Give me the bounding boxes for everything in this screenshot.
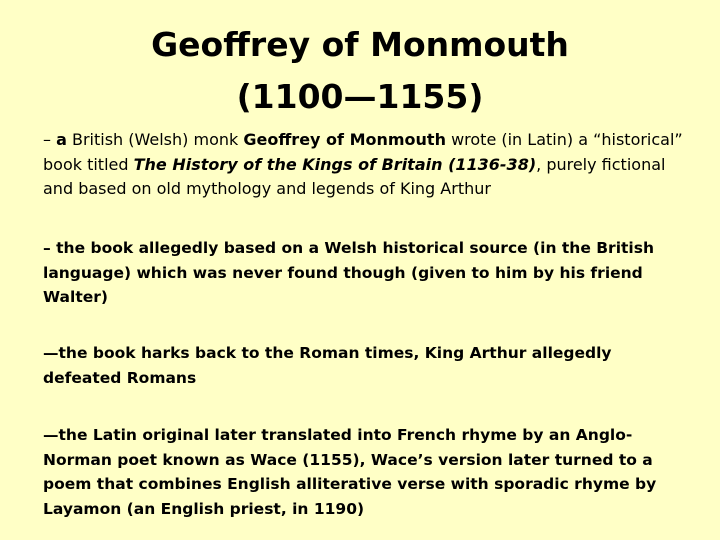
para1-text-3: , purely fictional and based on old mythology and legends of King Arthur <box>43 154 666 198</box>
para1-dash: – <box>43 130 51 149</box>
paragraph-wace-layamon: —the Latin original later translated into French rhyme by an Anglo-Norman poet known as Wace (1155), Wace’s version later turned to a poem that combines English alliterative verse with sporadic rhyme by Layamon (an English priest, in 1190) <box>43 426 657 518</box>
para1-article: a <box>56 130 67 149</box>
para1-text-2: wrote (in Latin) a “historical” book titled <box>43 130 683 174</box>
paragraph-roman-times: —the book harks back to the Roman times, King Arthur allegedly defeated Romans <box>43 344 612 387</box>
para1-author-name: Geoffrey of Monmouth <box>243 130 446 149</box>
para1-text-1: British (Welsh) monk <box>71 130 239 149</box>
para1-book-title: The History of the Kings of Britain (1136-38) <box>133 154 537 174</box>
slide-title-dates: (1100—1155) <box>236 77 484 116</box>
slide-title-line-1: Geoffrey of Monmouth <box>151 25 569 64</box>
paragraph-geoffrey-intro <box>43 128 693 202</box>
paragraph-welsh-source: – the book allegedly based on a Welsh historical source (in the British language) which was never found though (given to him by his friend Walter) <box>43 239 654 306</box>
